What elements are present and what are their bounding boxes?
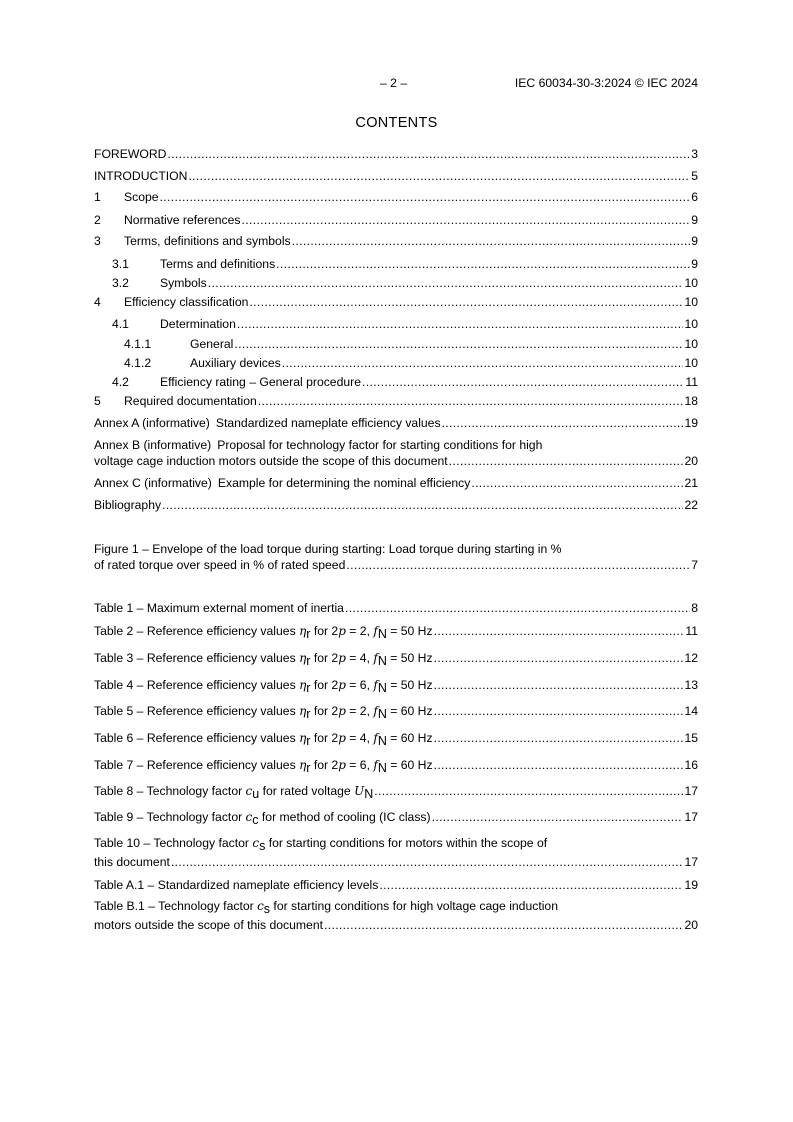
toc-section-number: 4.2 [112, 375, 129, 389]
toc-entry-title: Scope [124, 190, 159, 204]
header-document-id: IEC 60034-30-3:2024 © IEC 2024 [514, 76, 698, 90]
toc-entry-title: General [190, 337, 234, 351]
dot-leader [434, 677, 684, 693]
toc-entry-bibliography[interactable] [94, 497, 698, 513]
dot-leader [160, 189, 691, 205]
dot-leader [249, 294, 683, 310]
toc-page-number: 9 [691, 213, 698, 227]
math-subscript: N [377, 761, 387, 775]
toc-entry-table-a1[interactable] [94, 877, 698, 893]
toc-page-number: 20 [684, 918, 698, 932]
toc-page-number: 11 [685, 375, 698, 389]
dot-leader [162, 497, 683, 513]
toc-entry-efficiency-rating[interactable] [94, 374, 698, 390]
math-subscript: r [306, 654, 311, 668]
math-subscript: u [252, 787, 260, 801]
math-symbol: η [299, 704, 307, 718]
toc-page-number: 7 [691, 558, 698, 572]
toc-page-number: 6 [691, 190, 698, 204]
toc-page-number: 9 [691, 257, 698, 271]
toc-page-number: 11 [685, 624, 698, 638]
math-symbol: f [373, 704, 378, 718]
math-symbol: η [299, 731, 307, 745]
dot-leader [324, 917, 683, 933]
toc-page-number: 19 [684, 878, 698, 892]
toc-page-number: 17 [684, 855, 698, 869]
toc-entry-table-3[interactable] [94, 650, 698, 666]
dot-leader [242, 212, 691, 228]
math-subscript: r [306, 761, 311, 775]
toc-entry-title: Standardized nameplate efficiency values [215, 416, 441, 430]
toc-page-number: 8 [691, 601, 698, 615]
math-symbol: p [338, 704, 346, 718]
math-symbol: η [299, 758, 307, 772]
toc-entry-determination[interactable] [94, 316, 698, 332]
math-symbol: η [299, 651, 307, 665]
dot-leader [449, 453, 684, 469]
math-symbol: η [299, 624, 307, 638]
toc-entry-annex-b[interactable] [94, 437, 698, 469]
toc-entry-title: Normative references [124, 213, 241, 227]
toc-annex-label: Annex B (informative) [94, 438, 212, 452]
toc-entry-figure-1[interactable] [94, 541, 698, 573]
toc-section-number: 4.1.2 [124, 356, 152, 370]
header-page-number: – 2 – [380, 76, 408, 90]
toc-entry-table-4[interactable] [94, 677, 698, 693]
toc-entry-title: Table 6 – Reference efficiency values ηr for 2p = 4, fN = 60 Hz [94, 731, 433, 748]
toc-entry-title: Terms, definitions and symbols [124, 234, 291, 248]
toc-page-number: 10 [684, 276, 698, 290]
toc-entry-title: Table 3 – Reference efficiency values ηr for 2p = 4, fN = 50 Hz [94, 651, 433, 668]
toc-entry-annex-a[interactable] [94, 415, 698, 431]
toc-entry-auxiliary-devices[interactable] [94, 355, 698, 371]
math-subscript: r [306, 734, 311, 748]
toc-entry-title: Table 10 – Technology factor cs for starting conditions for motors within the scope of [94, 836, 548, 853]
dot-leader [237, 316, 684, 332]
toc-entry-title: INTRODUCTION [94, 169, 188, 183]
contents-title: CONTENTS [355, 115, 438, 131]
toc-entry-title: Figure 1 – Envelope of the load torque during starting: Load torque during starting in % [94, 542, 562, 556]
toc-entry-title: Auxiliary devices [190, 356, 281, 370]
toc-entry-scope[interactable] [94, 189, 698, 205]
toc-entry-title: Table 1 – Maximum external moment of inertia [94, 601, 344, 615]
toc-entry-title: Efficiency classification [124, 295, 249, 309]
toc-page-number: 13 [684, 678, 698, 692]
toc-section-number: 5 [94, 394, 101, 408]
toc-entry-title: Proposal for technology factor for starting conditions for high [217, 438, 543, 452]
toc-entry-normative-references[interactable] [94, 212, 698, 228]
toc-entry-annex-c[interactable] [94, 475, 698, 491]
math-subscript: N [377, 654, 387, 668]
math-symbol: c [245, 784, 253, 798]
toc-section-number: 4.1.1 [124, 337, 152, 351]
dot-leader [167, 146, 690, 162]
toc-entry-table-1[interactable] [94, 600, 698, 616]
toc-page-number: 16 [684, 758, 698, 772]
toc-entry-title: Table 5 – Reference efficiency values ηr for 2p = 2, fN = 60 Hz [94, 704, 433, 721]
toc-section-number: 1 [94, 190, 101, 204]
math-symbol: f [373, 651, 378, 665]
toc-entry-title-continued: voltage cage induction motors outside the scope of this document [94, 454, 448, 468]
toc-entry-title: Symbols [160, 276, 207, 290]
toc-page-number: 10 [684, 356, 698, 370]
math-symbol: η [299, 678, 307, 692]
toc-annex-label: Annex A (informative) [94, 416, 210, 430]
math-symbol: p [338, 731, 346, 745]
dot-leader [282, 355, 684, 371]
math-subscript: r [306, 627, 311, 641]
dot-leader [434, 730, 684, 746]
toc-entry-title: Table 2 – Reference efficiency values ηr for 2p = 2, fN = 50 Hz [94, 624, 433, 641]
toc-page-number: 20 [684, 454, 698, 468]
toc-entry-table-10[interactable] [94, 835, 698, 870]
toc-entry-table-5[interactable] [94, 703, 698, 719]
toc-entry-table-9[interactable] [94, 809, 698, 825]
dot-leader [432, 809, 684, 825]
toc-entry-title-continued: of rated torque over speed in % of rated speed [94, 558, 346, 572]
math-symbol: p [338, 758, 346, 772]
toc-page-number: 14 [684, 704, 698, 718]
dot-leader [471, 475, 683, 491]
math-symbol: c [257, 899, 264, 913]
toc-entry-title: Table 8 – Technology factor cu for rated voltage UN [94, 784, 374, 801]
toc-entry-required-documentation[interactable] [94, 393, 698, 409]
dot-leader [434, 757, 684, 773]
math-symbol: p [338, 651, 346, 665]
toc-page-number: 21 [684, 476, 698, 490]
math-subscript: c [252, 813, 259, 827]
toc-entry-table-6[interactable] [94, 730, 698, 746]
toc-entry-introduction[interactable] [94, 168, 698, 184]
dot-leader [234, 336, 683, 352]
toc-section-number: 3 [94, 234, 101, 248]
dot-leader [258, 393, 684, 409]
dot-leader [434, 703, 684, 719]
dot-leader [442, 415, 684, 431]
toc-page-number: 17 [684, 810, 698, 824]
toc-annex-label: Annex C (informative) [94, 476, 212, 490]
toc-page-number: 9 [691, 234, 698, 248]
dot-leader [434, 650, 684, 666]
math-symbol: f [373, 758, 378, 772]
toc-section-number: 4.1 [112, 317, 129, 331]
math-subscript: N [377, 627, 387, 641]
math-subscript: N [377, 681, 387, 695]
math-symbol: p [338, 678, 346, 692]
toc-entry-table-7[interactable] [94, 757, 698, 773]
toc-entry-terms-definitions-symbols[interactable] [94, 233, 698, 249]
toc-entry-title: Table A.1 – Standardized nameplate efficiency levels [94, 878, 379, 892]
dot-leader [292, 233, 691, 249]
dot-leader [434, 623, 685, 639]
math-symbol: U [354, 784, 365, 798]
toc-entry-title: Table 7 – Reference efficiency values ηr for 2p = 6, fN = 60 Hz [94, 758, 433, 775]
toc-entry-title-continued: this document [94, 855, 170, 869]
toc-entry-foreword[interactable] [94, 146, 698, 162]
math-subscript: s [259, 839, 266, 853]
toc-page-number: 19 [684, 416, 698, 430]
toc-page-number: 18 [684, 394, 698, 408]
toc-entry-title: Bibliography [94, 498, 162, 512]
dot-leader [208, 275, 684, 291]
math-symbol: c [245, 810, 253, 824]
math-subscript: r [306, 707, 311, 721]
dot-leader [345, 600, 690, 616]
toc-entry-title: Determination [160, 317, 236, 331]
toc-page-number: 10 [684, 295, 698, 309]
toc-entry-table-b1[interactable] [94, 898, 698, 933]
math-subscript: s [263, 902, 271, 916]
toc-entry-title: Efficiency rating – General procedure [160, 375, 361, 389]
math-subscript: r [306, 681, 311, 695]
dot-leader [362, 374, 684, 390]
table-of-contents [94, 0, 698, 1122]
toc-entry-efficiency-classification[interactable] [94, 294, 698, 310]
math-subscript: N [377, 734, 387, 748]
toc-page-number: 22 [684, 498, 698, 512]
toc-entry-title: Table 9 – Technology factor cc for method of cooling (IC class) [94, 810, 431, 827]
math-symbol: p [338, 624, 346, 638]
toc-entry-title: Table 4 – Reference efficiency values ηr for 2p = 6, fN = 50 Hz [94, 678, 433, 695]
toc-entry-title-continued: motors outside the scope of this document [94, 918, 323, 932]
dot-leader [276, 256, 690, 272]
toc-page-number: 3 [691, 147, 698, 161]
math-subscript: N [364, 787, 374, 801]
math-subscript: N [377, 707, 387, 721]
toc-page-number: 10 [684, 337, 698, 351]
toc-section-number: 3.2 [112, 276, 129, 290]
toc-entry-title: Table B.1 – Technology factor cs for starting conditions for high voltage cage induction [94, 899, 558, 916]
dot-leader [171, 854, 684, 870]
toc-section-number: 4 [94, 295, 101, 309]
toc-entry-table-2[interactable] [94, 623, 698, 639]
dot-leader [346, 557, 690, 573]
math-symbol: c [252, 836, 260, 850]
toc-entry-terms-and-definitions[interactable] [94, 256, 698, 272]
toc-entry-title: Example for determining the nominal efficiency [217, 476, 471, 490]
dot-leader [188, 168, 690, 184]
math-symbol: f [373, 624, 378, 638]
dot-leader [374, 783, 683, 799]
math-symbol: f [373, 678, 378, 692]
toc-page-number: 15 [684, 731, 698, 745]
toc-entry-title: Required documentation [124, 394, 257, 408]
dot-leader [379, 877, 683, 893]
toc-section-number: 2 [94, 213, 101, 227]
toc-page-number: 12 [684, 651, 698, 665]
toc-page-number: 10 [684, 317, 698, 331]
toc-entry-general[interactable] [94, 336, 698, 352]
toc-entry-title: Terms and definitions [160, 257, 276, 271]
toc-page-number: 5 [691, 169, 698, 183]
toc-section-number: 3.1 [112, 257, 129, 271]
toc-entry-table-8[interactable] [94, 783, 698, 799]
math-symbol: f [373, 731, 378, 745]
toc-page-number: 17 [684, 784, 698, 798]
toc-entry-symbols[interactable] [94, 275, 698, 291]
toc-entry-title: FOREWORD [94, 147, 167, 161]
